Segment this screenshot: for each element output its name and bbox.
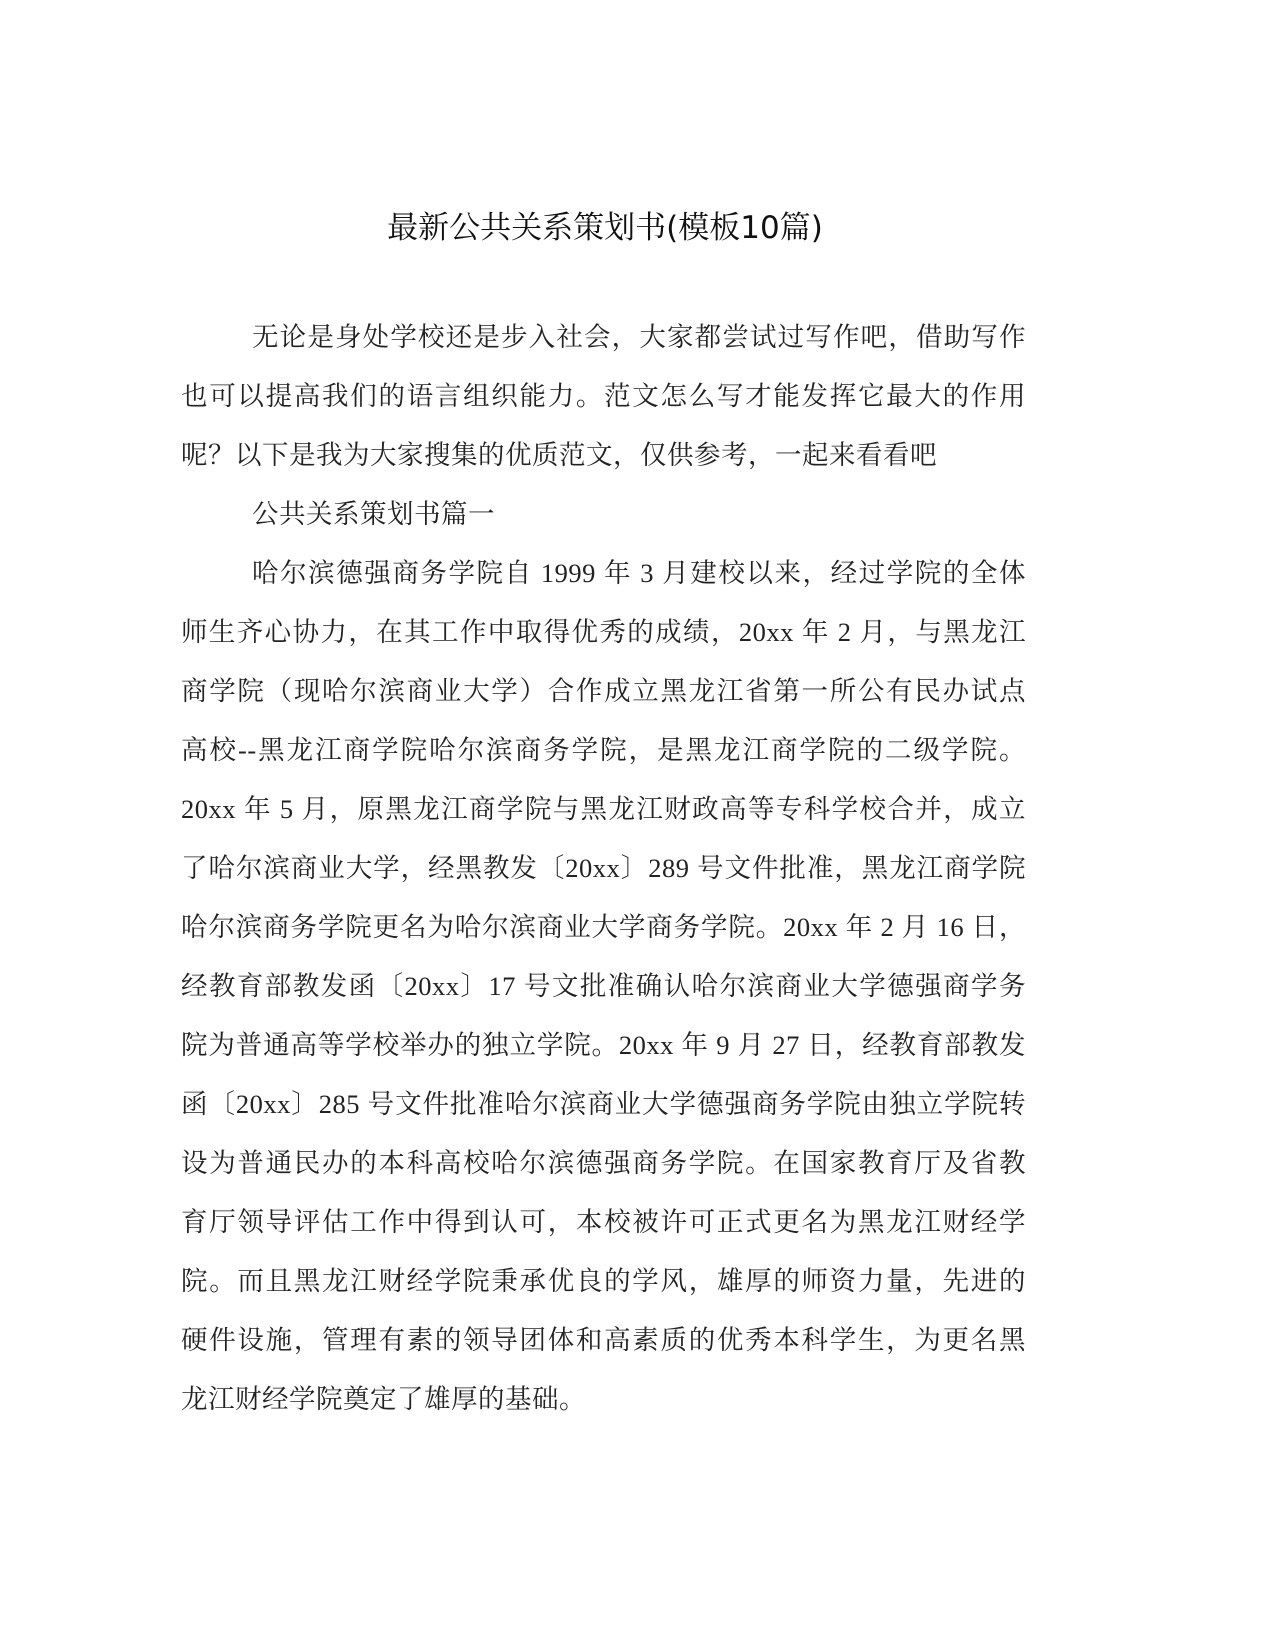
text-line: 了哈尔滨商业大学，经黑教发〔20xx〕289 号文件批准，黑龙江商学院	[181, 853, 1026, 883]
section-heading: 公共关系策划书篇一	[252, 499, 495, 529]
text-line: 院。而且黑龙江财经学院秉承优良的学风，雄厚的师资力量，先进的	[181, 1266, 1026, 1296]
text-line: 商学院（现哈尔滨商业大学）合作成立黑龙江省第一所公有民办试点	[181, 676, 1026, 706]
document-title: 最新公共关系策划书(模板10篇)	[387, 210, 823, 246]
text-line: 呢？以下是我为大家搜集的优质范文，仅供参考，一起来看看吧	[181, 440, 937, 470]
text-line: 20xx 年 5 月，原黑龙江商学院与黑龙江财政高等专科学校合并，成立	[181, 794, 1026, 824]
text-line: 高校--黑龙江商学院哈尔滨商务学院，是黑龙江商学院的二级学院。	[181, 735, 1026, 765]
text-line: 设为普通民办的本科高校哈尔滨德强商务学院。在国家教育厅及省教	[181, 1148, 1026, 1178]
text-line: 函〔20xx〕285 号文件批准哈尔滨商业大学德强商务学院由独立学院转	[181, 1089, 1026, 1119]
text-line: 院为普通高等学校举办的独立学院。20xx 年 9 月 27 日，经教育部教发	[181, 1030, 1026, 1060]
text-line: 师生齐心协力，在其工作中取得优秀的成绩，20xx 年 2 月，与黑龙江	[181, 617, 1026, 647]
text-line: 经教育部教发函〔20xx〕17 号文批准确认哈尔滨商业大学德强商学务	[181, 971, 1026, 1001]
text-line: 也可以提高我们的语言组织能力。范文怎么写才能发挥它最大的作用	[181, 381, 1026, 411]
text-line: 哈尔滨商务学院更名为哈尔滨商业大学商务学院。20xx 年 2 月 16 日，	[181, 912, 1026, 942]
text-line: 育厅领导评估工作中得到认可，本校被许可正式更名为黑龙江财经学	[181, 1207, 1026, 1237]
text-line: 龙江财经学院奠定了雄厚的基础。	[181, 1384, 586, 1414]
text-line: 哈尔滨德强商务学院自 1999 年 3 月建校以来，经过学院的全体	[252, 558, 1026, 588]
text-line: 无论是身处学校还是步入社会，大家都尝试过写作吧，借助写作	[252, 322, 1026, 352]
text-line: 硬件设施，管理有素的领导团体和高素质的优秀本科学生，为更名黑	[181, 1325, 1026, 1355]
